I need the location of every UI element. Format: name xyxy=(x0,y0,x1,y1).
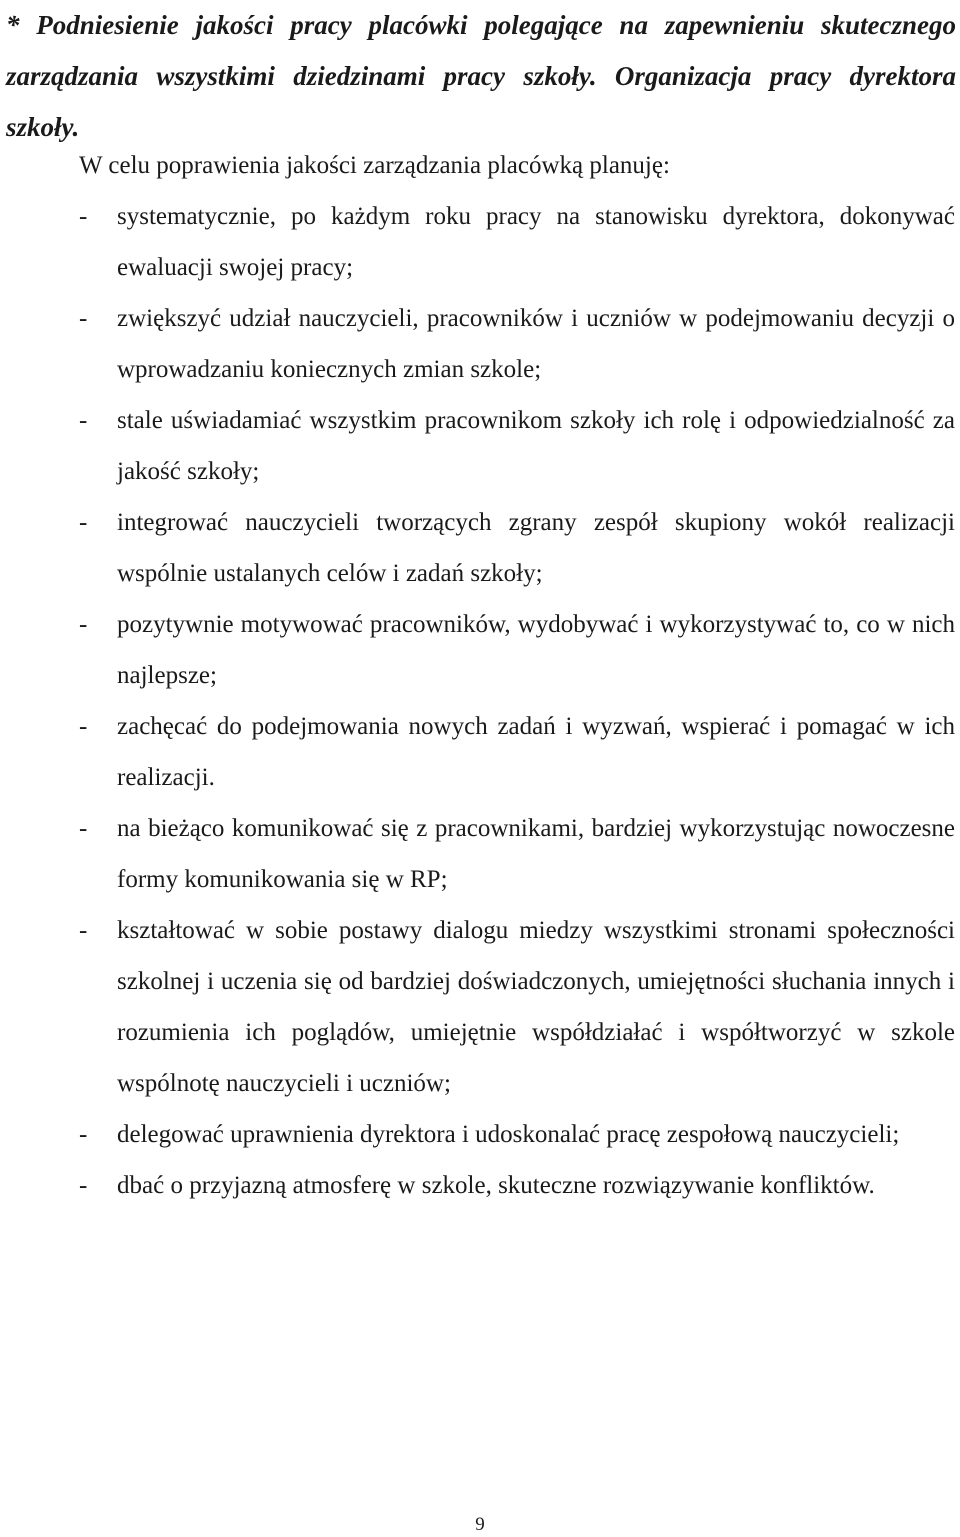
list-item-text: zwiększyć udział nauczycieli, pracowników i uczniów w podejmowaniu decyzji o wprowadzaniu koniecznych zmian szkole; xyxy=(117,305,955,383)
list-item-text: na bieżąco komunikować się z pracownikami, bardziej wykorzystując nowoczesne formy komunikowania się w RP; xyxy=(117,815,955,893)
list-dash: - xyxy=(79,407,88,434)
section-heading-line-2: zarządzania wszystkimi dziedzinami pracy szkoły. Organizacja pracy dyrektora xyxy=(6,61,956,91)
list-dash: - xyxy=(79,509,88,536)
list-item-text: integrować nauczycieli tworzących zgrany zespół skupiony wokół realizacji wspólnie ustalanych celów i zadań szkoły; xyxy=(117,509,955,587)
list-item-text: dbać o przyjazną atmosferę w szkole, skuteczne rozwiązywanie konfliktów. xyxy=(117,1172,875,1199)
list-item xyxy=(0,1160,960,1211)
list-item-text: zachęcać do podejmowania nowych zadań i wyzwań, wspierać i pomagać w ich realizacji. xyxy=(117,713,955,791)
page-number: 9 xyxy=(475,1514,485,1535)
intro-paragraph: W celu poprawienia jakości zarządzania placówką planuję: xyxy=(79,152,670,179)
list-item xyxy=(0,701,960,803)
list-item xyxy=(0,599,960,701)
list-item-text: systematycznie, po każdym roku pracy na stanowisku dyrektora, dokonywać ewaluacji swojej pracy; xyxy=(117,203,955,281)
list-item-text: pozytywnie motywować pracowników, wydobywać i wykorzystywać to, co w nich najlepsze; xyxy=(117,611,955,689)
list-item-text: delegować uprawnienia dyrektora i udoskonalać pracę zespołową nauczycieli; xyxy=(117,1121,900,1148)
section-heading xyxy=(6,0,956,153)
list-dash: - xyxy=(79,815,88,842)
list-item-text: stale uświadamiać wszystkim pracownikom szkoły ich rolę i odpowiedzialność za jakość szkoły; xyxy=(117,407,955,485)
list-item xyxy=(0,497,960,599)
list-dash: - xyxy=(79,1172,88,1199)
list-dash: - xyxy=(79,611,88,638)
list-dash: - xyxy=(79,713,88,740)
list-item xyxy=(0,191,960,293)
list-item xyxy=(0,293,960,395)
section-heading-line-1: * Podniesienie jakości pracy placówki polegające na zapewnieniu skutecznego xyxy=(6,10,956,40)
list-item xyxy=(0,803,960,905)
list-item xyxy=(0,1109,960,1160)
list-dash: - xyxy=(79,1121,88,1148)
plan-list xyxy=(0,191,960,1211)
section-heading-line-3: szkoły. xyxy=(6,112,80,142)
list-item-text: kształtować w sobie postawy dialogu miedzy wszystkimi stronami społeczności szkolnej i uczenia się od bardziej doświadczonych, umiejętności słuchania innych i rozumienia ich poglądów, umiejętnie współdziałać i współtworzyć w szkole wspólnotę nauczycieli i uczniów; xyxy=(117,917,955,1097)
list-item xyxy=(0,395,960,497)
list-dash: - xyxy=(79,917,88,944)
list-item xyxy=(0,905,960,1109)
list-dash: - xyxy=(79,203,88,230)
list-dash: - xyxy=(79,305,88,332)
